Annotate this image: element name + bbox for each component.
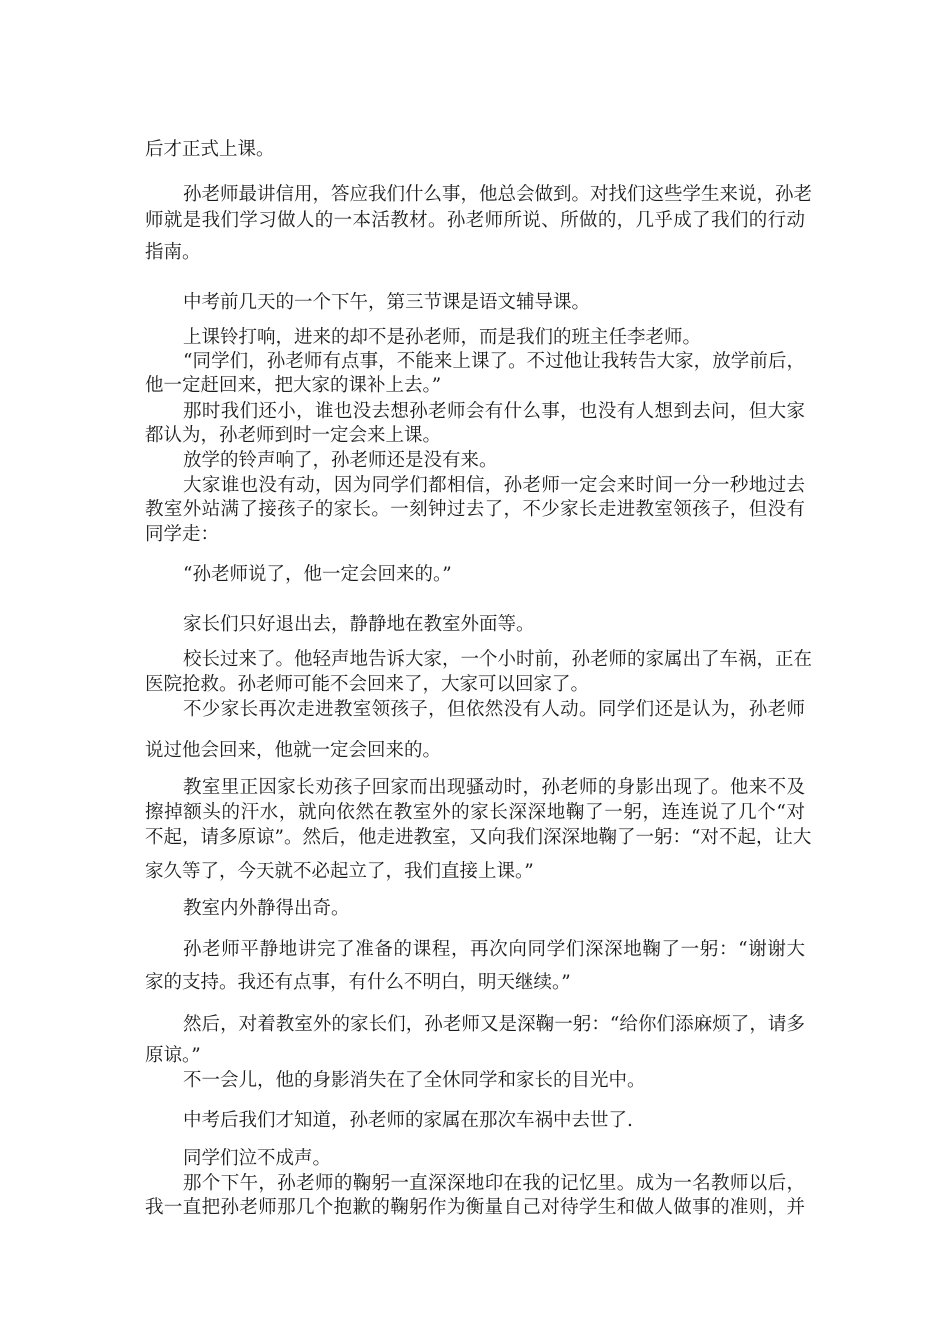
text-line: 后才正式上课。	[145, 139, 275, 160]
text-line: 那时我们还小，谁也没去想孙老师会有什么事，也没有人想到去问，但大家	[183, 401, 805, 422]
text-line: 校长过来了。他轻声地告诉大家，一个小时前，孙老师的家属出了车祸，正在	[183, 649, 813, 670]
text-line: 大家谁也没有动，因为同学们都相信，孙老师一定会来时间一分一秒地过去	[183, 475, 805, 496]
text-line: 不起，请多原谅”。然后，他走进教室，又向我们深深地鞠了一躬：“对不起，让大	[145, 827, 812, 848]
text-line: 擦掉额头的汗水，就向依然在教室外的家长深深地鞠了一躬，连连说了几个“对	[145, 802, 805, 823]
text-line: 教室里正因家长劝孩子回家而出现骚动时，孙老师的身影出现了。他来不及	[183, 777, 805, 798]
text-line: 家长们只好退出去，静静地在教室外面等。	[183, 614, 535, 635]
text-line: 不一会儿，他的身影消失在了全休同学和家长的目光中。	[183, 1070, 646, 1091]
text-line: “同学们，孙老师有点事，不能来上课了。不过他让我转告大家，放学前后，	[183, 351, 805, 372]
text-line: 孙老师最讲信用，答应我们什么事，他总会做到。对找们这些学生来说，孙老	[183, 184, 813, 205]
text-line: 然后，对着教室外的家长们，孙老师又是深鞠一躬：“给你们添麻烦了，请多	[183, 1014, 805, 1035]
text-line: 家久等了，今天就不必起立了，我们直接上课。”	[145, 861, 534, 882]
text-line: 说过他会回来，他就一定会回来的。	[145, 740, 442, 761]
text-line: 我一直把孙老师那几个抱歉的鞠躬作为衡量自己对待学生和做人做事的准则，并	[145, 1197, 805, 1218]
text-line: 中考前几天的一个下午，第三节课是语文辅导课。	[183, 292, 591, 313]
text-line: 上课铃打响，进来的却不是孙老师，而是我们的班主任李老师。	[183, 327, 702, 348]
text-line: 他一定赶回来，把大家的课补上去。”	[145, 375, 442, 396]
text-line: 教室内外静得出奇。	[183, 898, 350, 919]
text-line: 孙老师平静地讲完了准备的课程，再次向同学们深深地鞠了一躬：“谢谢大	[183, 939, 805, 960]
text-line: 放学的铃声响了，孙老师还是没有来。	[183, 450, 498, 471]
text-line: 中考后我们才知道，孙老师的家属在那次车祸中去世了.	[183, 1110, 633, 1131]
text-line: 家的支持。我还有点事，有什么不明白，明天继续。”	[145, 972, 571, 993]
text-line: 教室外站满了接孩子的家长。一刻钟过去了，不少家长走进教室领孩子，但没有	[145, 499, 805, 520]
text-line: 师就是我们学习做人的一本活教材。孙老师所说、所做的，几乎成了我们的行动	[145, 210, 805, 231]
text-line: “孙老师说了，他一定会回来的。”	[183, 564, 452, 585]
text-line: 都认为，孙老师到时一定会来上课。	[145, 425, 442, 446]
text-line: 不少家长再次走进教室领孩子，但依然没有人动。同学们还是认为，孙老师	[183, 699, 805, 720]
text-line: 医院抢救。孙老师可能不会回来了，大家可以回家了。	[145, 674, 590, 695]
text-line: 那个下午，孙老师的鞠躬一直深深地印在我的记忆里。成为一名教师以后，	[183, 1173, 805, 1194]
text-line: 同学走：	[145, 524, 220, 545]
text-line: 同学们泣不成声。	[183, 1148, 332, 1169]
text-line: 原谅。”	[145, 1045, 201, 1066]
text-line: 指南。	[145, 242, 201, 263]
